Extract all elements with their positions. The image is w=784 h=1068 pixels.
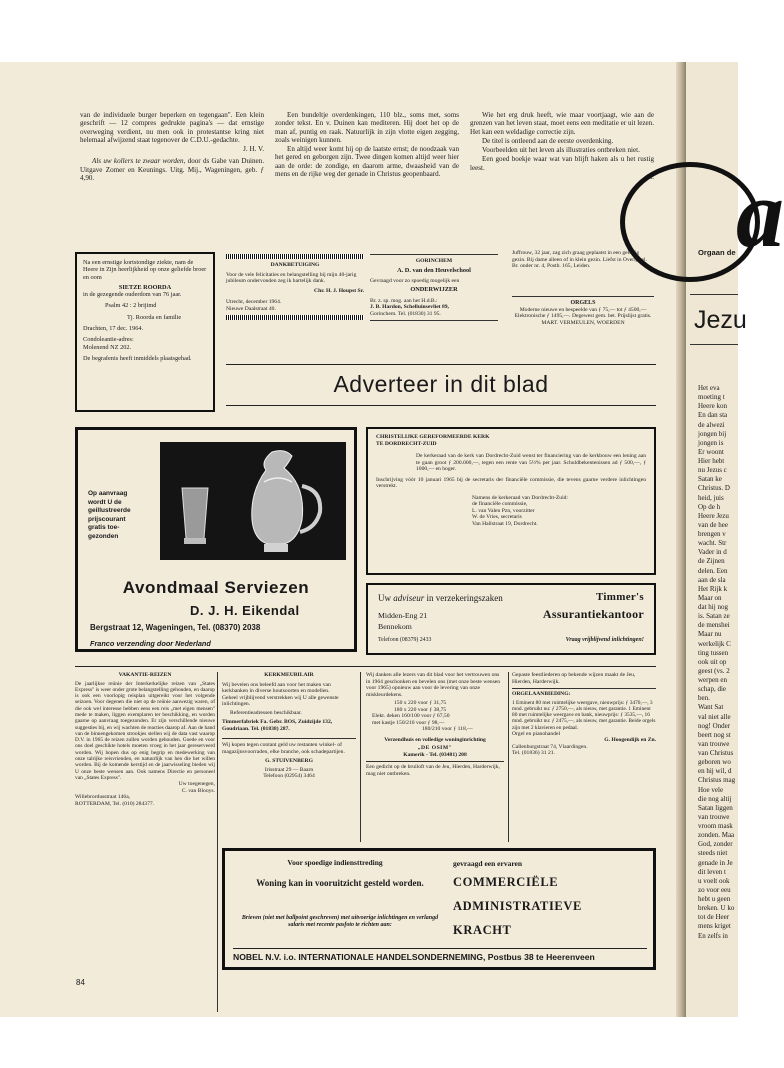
vacancy-title: KRACHT	[453, 923, 512, 937]
phone: Telefoon (08379) 2433	[378, 637, 432, 643]
article-line: Maar nu	[698, 630, 722, 639]
article-title: Jezu	[694, 306, 747, 334]
book-details: door ds Gabe van Duinen. Uitgave Zomer en Keunings. Uitg. Mij., Wageningen, geb. ƒ 4,90.	[80, 157, 264, 183]
vacancy-title: COMMERCIËLE	[453, 875, 559, 889]
section-rule	[75, 666, 656, 667]
church-name: CHRISTELIJKE GEREFORMEERDE KERK	[376, 434, 490, 440]
ad-text: Gepaste feestliederen op bekende wijzen maakt de Jeu, Hierden, Harderwijk.	[512, 672, 636, 685]
article-line: Maar on	[698, 593, 722, 602]
article-body	[698, 384, 742, 941]
article-line: jongen bij	[698, 429, 727, 438]
article-line: tot de Heer	[698, 913, 730, 922]
article-line: val niet alle	[698, 712, 731, 721]
article-line: schap, die	[698, 685, 726, 694]
masthead-arc	[620, 162, 760, 282]
notice-text: Nieuwe Daalstraat 40.	[226, 305, 276, 312]
gorinchem-ad	[370, 254, 498, 321]
article-line: u voelt ook	[698, 876, 730, 885]
article-line: Hier hebt	[698, 457, 725, 465]
article-line: van Christus	[698, 749, 734, 757]
article-line: geboren wo	[698, 758, 731, 767]
article-line: Vader in d	[698, 548, 727, 557]
review-text: En altijd weer komt hij op de laatste ernst; de noodzaak van het gered en geborgen zijn. Twee dingen komen altijd weer hier aan de orde: de zondige, en daarom arme, dwaasheid van de mens en de rijke weg der genade in Christus geopenbaard.	[275, 145, 459, 179]
masthead-subtitle: Orgaan de	[698, 248, 736, 257]
masthead-letter: a	[736, 160, 784, 267]
kerk-signatories: Namens de kerkeraad van Dordrecht-Zuid: de financiële commissie, L. van Valen Pzn, voorzitter W. de Vries, secretaris Van Hallstraat 19, Dordrecht.	[472, 494, 568, 527]
rule	[233, 948, 647, 949]
brand-line-1: Timmer's	[595, 591, 644, 603]
article-line: en hij wil, d	[698, 767, 732, 776]
company-name: D. J. H. Eikendal	[190, 603, 300, 618]
article-line: Satan liggen	[698, 803, 733, 812]
address-line: Midden-Eng 21	[378, 611, 428, 620]
article-line: de menshei	[698, 621, 730, 630]
ad-text: Brieven (niet met ballpoint geschreven) met uitvoerige inlichtingen en verlangd salaris met recente pasfoto te richten aan:	[241, 915, 439, 929]
notice-text: Drachten, 17 dec. 1964.	[83, 325, 144, 333]
rule	[690, 344, 738, 345]
article-line: Satan ke	[698, 475, 722, 484]
notice-text: Na een ernstige kortstondige ziekte, nam de Heere in Zijn heerlijkheid op onze geliefde broer en oom	[83, 259, 207, 281]
article-line: van trouwe	[698, 739, 730, 748]
nobel-ad	[222, 848, 656, 970]
notice-text: in de gezegende ouderdom van 76 jaar.	[83, 291, 182, 299]
notice-text: Molenend NZ 202.	[83, 343, 132, 351]
article-line: Heere kon	[698, 402, 727, 411]
review-text: De titel is ontleend aan de eerste overdenking.	[482, 136, 614, 145]
ad-title: ORGELS	[570, 300, 596, 306]
ad-text: Moderne nieuwe en bespeelde van ƒ 75,— tot ƒ 4500,— Elektronische ƒ 1495,—. Degewest gem. bet. Prijslijst gratis.	[514, 306, 652, 319]
article-line: dat hij nog	[698, 603, 728, 611]
thanks-title: DANKBETUIGING	[270, 262, 320, 268]
rule	[690, 294, 738, 295]
ad-text: De jaarlijkse reünie der Interkerkelijke reizen van „States Express" is weer onder grote belangstelling gehouden, en daarop is ook een voorlopig reisplan uitgereikt voor het volgende seizoen. Voor degenen die niet op de reünie aanwezig waren, of die ook wel interesse hebben eens een reis „met eigen mensen" mede te maken, liggen exemplaren ter beschikking, en worden gaarne op aanvraag toegezonden. Er zijn verschillende nieuwe suggesties bij, en wij wachten de reacties daarop af. Aan de hand van de binnengekomen strookjes stellen wij de data vast waarop D.V. in 1965 de reizen zullen worden gehouden. Goede en voor ons doel geschikte hotels moeten vroeg in het jaar gereserveerd worden. Wij hopen dus op enig begrip en medewerking van onze talrijke reisvrienden, en natuurlijk van hen die het willen worden. Bij de komende kerstijd en de jaarwisseling bieden wij U onze beste wensen aan. Ook namens Directie en personeel van „States Express".	[75, 680, 215, 781]
column-rule	[360, 672, 361, 842]
company-address: Bergstraat 12, Wageningen, Tel. (08370) 2038	[90, 623, 261, 632]
article-line: delen. Een	[698, 566, 728, 575]
article-line: Het eva	[698, 384, 720, 392]
kerk-ad	[366, 427, 656, 575]
review-signature: J. H. V.	[243, 145, 264, 154]
article-line: ook uit op	[698, 657, 727, 666]
article-line: werkelijk C	[698, 639, 731, 648]
ad-title: KERKMEUBILAIR	[264, 672, 314, 678]
family-name: Tj. Roorda en familie	[127, 313, 182, 321]
death-notice	[75, 252, 215, 412]
article-line: van trouwe	[698, 812, 730, 821]
article-line: beert nog st	[698, 730, 731, 739]
psalm-ref: Psalm 42 : 2 brijimd	[105, 302, 157, 310]
article-line: genade in Je	[698, 858, 733, 867]
article-line: Want Sat	[698, 703, 724, 712]
osim-ad: Wij danken alle lezers van dit blad voor het vertrouwen ons in 1964 geschonken en bevelen ons (met onze beste wensen voor 1965) opnieuw aan voor de levering van onze miskleurdekens. 150 x 220 voor ƒ 31,75 180 x 220 voor ƒ 38,75 Elekt. deken 160/100 voor ƒ 67,50 met kastje 150/210 voor ƒ 98,— 180/210 voor ƒ 118,— Verzendhuis en volledige woninginrichting „DE OSIM" Kamerik - Tel. (03481) 208 Een gedicht op de bruiloft van de Jeu, Hierden, Harderwijk, mag niet ontbreken.	[366, 672, 504, 777]
review-signature: K.	[647, 173, 654, 182]
page-number: 84	[76, 978, 85, 987]
ad-text: Uw toegenegen,	[178, 781, 215, 788]
article-line: mens kriget	[698, 922, 731, 931]
article-line: Heere Jezu	[698, 511, 729, 520]
shop-name: G. Hoogendijk en Zn.	[604, 737, 656, 744]
notice-text: Voor de vele felicitaties en belangstelling bij mijn 40-jarig jubileum ondervonden zeg ik hartelijk dank.	[226, 271, 357, 284]
article-line: ting tussen	[698, 648, 729, 657]
article-line: is. Satan ze	[698, 612, 730, 621]
article-line: vroom mask	[698, 822, 733, 830]
review-text: Een goed boekje waar wat van blijft haken als u het rustig leest.	[470, 155, 654, 172]
ad-text: Br. z. sp. mog. aan het H.d.B.:	[370, 297, 438, 304]
article-line: Hoe vele	[698, 785, 724, 794]
column-rule	[217, 672, 218, 1012]
company-footer: NOBEL N.V. i.o. INTERNATIONALE HANDELSONDERNEMING, Postbus 38 te Heerenveen	[233, 952, 595, 962]
article-line: geest (vs. 2	[698, 666, 730, 675]
article-line: van de hee	[698, 520, 728, 529]
decorative-bar	[226, 315, 364, 320]
vacancy-role: ONDERWIJZER	[410, 286, 458, 294]
article-line: nog! Onder	[698, 721, 731, 730]
ad-text: ROTTERDAM, Tel. (010) 284377.	[75, 800, 155, 807]
ad-text: Br. onder nr. 4, Postb. 165, Leiden.	[512, 263, 591, 269]
article-line: aan de sla	[698, 575, 726, 584]
notice-text: Utrecht, december 1964.	[226, 299, 282, 305]
article-line: Christus. D	[698, 484, 730, 493]
review-text: Wie het erg druk heeft, wie maar voortjaagt, wie aan de grenzen van het leven staat, moet eens een meditatie er uit lezen. Het kan een weldadige correctie zijn.	[470, 111, 654, 136]
article-line: hebt u geen	[698, 895, 731, 903]
article-line: moeting t	[698, 393, 725, 402]
eikendal-ad	[75, 427, 357, 652]
article-line: dit leven t	[698, 867, 726, 876]
review-column-1	[80, 111, 264, 183]
chalice-jug-illustration	[160, 442, 346, 560]
decorative-bar	[226, 254, 364, 259]
school-name: A. D. van den Heuvelschool	[397, 266, 471, 274]
article-line: werpen en	[698, 676, 727, 684]
vacancy-title: ADMINISTRATIEVE	[453, 899, 582, 913]
article-line: wacht. Str	[698, 539, 727, 548]
article-line: Er woont	[698, 447, 724, 456]
brochure-offer: Op aanvraag wordt U de geillustreerde prijscourant gratis toe- gezonden	[88, 490, 131, 540]
osim-name: „DE OSIM"	[417, 745, 453, 751]
notice-text: De begrafenis heeft inmiddels plaatsgehad.	[83, 354, 192, 362]
article-line: steeds niet	[698, 849, 728, 858]
article-line: breken. U ko	[698, 904, 735, 913]
orgelaanbieding-ad: Gepaste feestliederen op bekende wijzen maakt de Jeu, Hierden, Harderwijk. ORGELAANBIEDING: 1 Eminent 80 met ruimtelijke weergave, nieuwprijs: ƒ 3470,—, 3 mnd. gebruikt nu: ƒ 2750,—, als nieuw, met garantie. 1 Eminent 80 met ruimtelijke weergave en bank, nieuwprijs: ƒ 3535,—, 16 mnd. gebruikt nu: ƒ 2475,—, als nieuw, met garantie. Beide orgels zijn met 2 klavieren en pedaal. Orgel en pianohandel G. Hoogendijk en Zn. Callenburgstraat 74, Vlaardingen. Tel. (01836) 31 21.	[512, 672, 656, 757]
product-photo	[160, 442, 346, 560]
ad-text: Wij danken alle lezers van dit blad voor het vertrouwen ons in 1964 geschonken en bevelen ons (met onze beste wensen voor 1965) opnieuw aan voor de levering van onze miskleurdekens.	[366, 672, 501, 698]
trader-name: G. STUIVENBERG	[265, 758, 313, 764]
book-title: Als uw kollers te zwaar worden,	[92, 157, 186, 166]
review-column-2	[275, 111, 459, 179]
review-text: Een bundeltje overdenkingen, 110 blz., soms met, soms zonder tekst. En v. Duinen kan mediteren. Hij doet het op de man af, puntig en raak. Natuurlijk in zijn vlotte eigen zegging, zoals weinigen kunnen.	[275, 111, 459, 144]
brand-line-2: Assurantiekantoor	[542, 607, 644, 621]
ad-text: Willebrordusstraat 146a,	[75, 794, 131, 801]
thanks-name: Chr. H. J. Houpst Sr.	[314, 287, 364, 294]
address-line: Bennekom	[378, 622, 412, 631]
article-line: En zelfs in	[698, 931, 728, 940]
ad-text: Gorinchem. Tel. (01830) 31 95.	[370, 310, 441, 317]
right-page-content	[690, 62, 784, 1017]
kerkmeubilair-ad: KERKMEUBILAIR Wij bevelen ons beleefd aan voor het maken van kerkbanken in diverse houtsoorten en modellen. Geheel vrijblijvend verstrekken wij U alle gewenste inlichtingen. Referentieadressen beschikbaar. Timmerfabriek Fa. Gebr. BOS, Zuidzijde 132, Goudriaan. Tel. (01838) 287. Wij kopen tegen contant geld uw restanten winkel- of magazijnsvoorraden, elke branche, ook schadepartijen. G. STUIVENBERG Irisstraat 29 — Baarn Telefoon (02954) 3464	[222, 672, 356, 780]
vakantie-ad	[75, 672, 215, 807]
article-line: En dan sta	[698, 411, 728, 420]
review-text: Voorbeelden uit het leven als illustraties ontbreken niet.	[482, 146, 640, 155]
article-line: heid, juis	[698, 493, 724, 502]
product-title: Avondmaal Serviezen	[122, 578, 310, 597]
article-line: ben.	[698, 694, 710, 703]
deceased-name: SIETZE ROORDA	[118, 283, 172, 291]
thanks-notice	[226, 254, 364, 320]
review-text: van de individuele burger beperken en tegengaan". Een klein geschrift — 12 compres gedrukte pagina's — dat ernstige overweging verdient, nu men ook in protestantse kring niet helemaal afwijzend staat tegenover de C.D.U.-gedachte.	[80, 111, 264, 144]
ad-text: Juffrouw, 32 jaar, zag zich graag geplaatst in een gelovig gezin. Bij dame alleen of in klein gezin. Liefst in Overijssel.	[512, 250, 647, 263]
ad-text: gevraagd een ervaren	[453, 859, 523, 868]
article-line: Op de h	[698, 502, 721, 511]
ad-text: Woning kan in vooruitzicht gesteld worden.	[256, 878, 424, 888]
ad-title: VAKANTIE-REIZEN	[118, 672, 172, 678]
timmer-ad: Uw adviseur in verzekeringszaken Timmer's Assurantiekantoor Midden-Eng 21 Bennekom Telefoon (08379) 2433 Vraag vrijblijvend inlichtingen!	[366, 583, 656, 655]
orgels-ad	[512, 296, 654, 326]
ad-title: ORGELAANBIEDING:	[512, 688, 656, 698]
adverteer-banner	[226, 364, 656, 406]
article-line: zo voor eeu	[698, 885, 731, 894]
ad-text: J. B. Hardon, Schelluinsevliet 89,	[370, 304, 449, 311]
article-line: de Zijnen	[698, 557, 725, 566]
ad-title: GORINCHEM	[415, 258, 453, 264]
article-line: die nog altij	[698, 794, 732, 803]
ad-text: C. van Blooys.	[181, 787, 215, 794]
article-line: nu Jezus c	[698, 466, 727, 475]
article-line: brengen v	[698, 530, 726, 538]
article-line: God, zonder	[698, 840, 733, 849]
loan-text: De kerkeraad van de kerk van Dordrecht-Zuid wenst ter financiering van de kerkbouw een lening aan te gaan groot ƒ 200.000,—, tegen een rente van 5½% per jaar. Schuldbekentenissen ad ƒ 500,—, ƒ 1000,— en hoger.	[416, 453, 646, 472]
church-location: TE DORDRECHT-ZUID	[376, 440, 437, 447]
column-rule	[508, 672, 509, 842]
review-column-3	[470, 111, 654, 182]
article-line: de alwezi	[698, 420, 725, 429]
adverteer-text: Adverteer in dit blad	[333, 371, 549, 397]
notice-text: Condoleantie-adres:	[83, 336, 134, 344]
article-line: zonden. Maa	[698, 831, 735, 840]
firm-name: Timmerfabriek Fa. Gebr. BOS, Zuidzijde 132, Goudriaan. Tel. (01838) 287.	[222, 719, 333, 732]
ad-text: MART. VERMEULEN, WOERDEN	[541, 319, 625, 326]
article-line: Christus mag	[698, 776, 736, 785]
subscription-text: Inschrijving vóór 10 januari 1965 bij de secretaris der financiële commissie, die tevens gaarne verdere inlichtingen verstrekt.	[376, 476, 646, 489]
call-to-action: Vraag vrijblijvend inlichtingen!	[565, 637, 644, 643]
article-line: Het Rijk k	[698, 584, 728, 593]
ad-text: Voor spoedige indiensttreding	[287, 858, 383, 867]
shipping-note: Franco verzending door Nederland	[90, 639, 211, 648]
ad-text: Gevraagd voor zo spoedig mogelijk een	[370, 277, 460, 284]
article-line: jongen is	[698, 438, 724, 447]
